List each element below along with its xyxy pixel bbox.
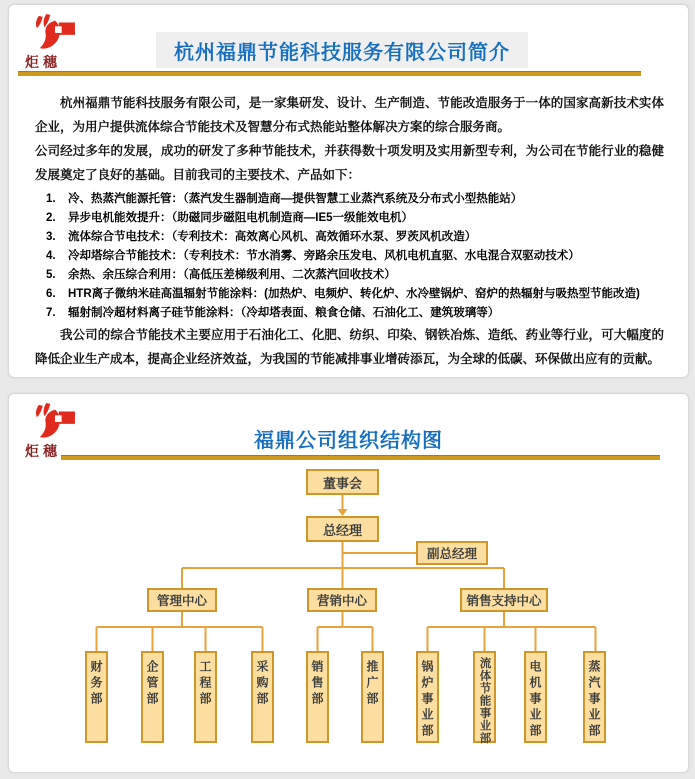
item-text: 冷却塔综合节能技术：（专利技术：节水消雾、旁路余压发电、风机电机直驱、水电混合双驱动技术）	[68, 250, 580, 262]
torch-flame-icon	[30, 13, 80, 51]
intro-title: 杭州福鼎节能科技服务有限公司简介	[174, 41, 510, 64]
org-node-promotion-dept: 推广部	[361, 651, 384, 743]
org-chart-slide	[8, 393, 689, 773]
gold-divider	[18, 71, 641, 76]
org-node-sales-dept: 销售部	[306, 651, 329, 743]
arrowhead-down-icon	[338, 509, 348, 516]
org-node-management-center: 管理中心	[147, 588, 217, 612]
intro-paragraph-2: 公司经过多年的发展，成功的研发了多种节能技术，并获得数十项发明及实用新型专利，为公司在节能行业的稳健发展奠定了良好的基础。目前我司的主要技术、产品如下：	[35, 144, 664, 182]
org-node-procurement-dept: 采购部	[251, 651, 274, 743]
item-number: 3.	[46, 231, 56, 243]
company-intro-slide	[8, 4, 689, 378]
intro-title-bar	[156, 32, 528, 68]
org-node-sales-support-center: 销售支持中心	[460, 588, 548, 612]
org-node-finance-dept: 财务部	[85, 651, 108, 743]
item-number: 6.	[46, 288, 56, 300]
org-node-boiler-business-unit: 锅炉事业部	[416, 651, 439, 743]
intro-paragraph-1: 杭州福鼎节能科技服务有限公司，是一家集研发、设计、生产制造、节能改造服务于一体的国家高新技术实体企业，为用户提供流体综合节能技术及智慧分布式热能站整体解决方案的综合服务商。	[35, 96, 664, 134]
list-item	[35, 285, 664, 304]
org-chart-title: 福鼎公司组织结构图	[254, 430, 443, 452]
item-number: 2.	[46, 212, 56, 224]
item-number: 1.	[46, 193, 56, 205]
item-text: 冷、热蒸汽能源托管：（蒸汽发生器制造商—提供智慧工业蒸汽系统及分布式小型热能站）	[68, 193, 523, 205]
intro-paragraph-3: 我公司的综合节能技术主要应用于石油化工、化肥、纺织、印染、钢铁冶炼、造纸、药业等行业，可大幅度的降低企业生产成本，提高企业经济效益，为我国的节能减排事业增砖添瓦，为全球的低碳、环保做出应有的贡献。	[35, 328, 664, 366]
list-item	[35, 190, 664, 209]
list-item	[35, 247, 664, 266]
org-node-marketing-center: 营销中心	[307, 588, 377, 612]
item-number: 4.	[46, 250, 56, 262]
list-item	[35, 228, 664, 247]
org-node-general-manager: 总经理	[306, 516, 379, 542]
org-node-steam-business-unit: 蒸汽事业部	[583, 651, 606, 743]
item-text: 余热、余压综合利用：（高低压差梯级利用、二次蒸汽回收技术）	[68, 269, 396, 281]
item-text: 辐射制冷超材料离子硅节能涂料：（冷却塔表面、粮食仓储、石油化工、建筑玻璃等）	[68, 307, 500, 319]
org-node-engineering-dept: 工程部	[194, 651, 217, 743]
list-item	[35, 209, 664, 228]
logo-wordmark: 炬穗	[25, 54, 61, 70]
org-chart	[9, 394, 688, 772]
logo-wordmark: 炬穗	[25, 443, 61, 459]
org-node-motor-business-unit: 电机事业部	[524, 651, 547, 743]
item-text: HTR离子微纳米硅高温辐射节能涂料：(加热炉、电频炉、转化炉、水冷壁锅炉、窑炉的热辐射与吸热型节能改造)	[68, 288, 640, 300]
org-node-fluid-energy-business-unit: 流体节能事业部	[473, 651, 496, 743]
intro-body	[35, 91, 664, 371]
org-node-enterprise-mgmt-dept: 企管部	[141, 651, 164, 743]
item-text: 流体综合节电技术：（专利技术：高效离心风机、高效循环水泵、罗茨风机改造）	[68, 231, 477, 243]
org-node-board: 董事会	[306, 469, 379, 495]
item-text: 异步电机能效提升：（助磁同步磁阻电机制造商—IE5一级能效电机）	[68, 212, 414, 224]
company-logo	[25, 13, 97, 72]
list-item	[35, 266, 664, 285]
item-number: 7.	[46, 307, 56, 319]
org-node-deputy-general-manager: 副总经理	[416, 541, 488, 565]
item-number: 5.	[46, 269, 56, 281]
list-item	[35, 304, 664, 323]
technology-list	[35, 190, 664, 323]
